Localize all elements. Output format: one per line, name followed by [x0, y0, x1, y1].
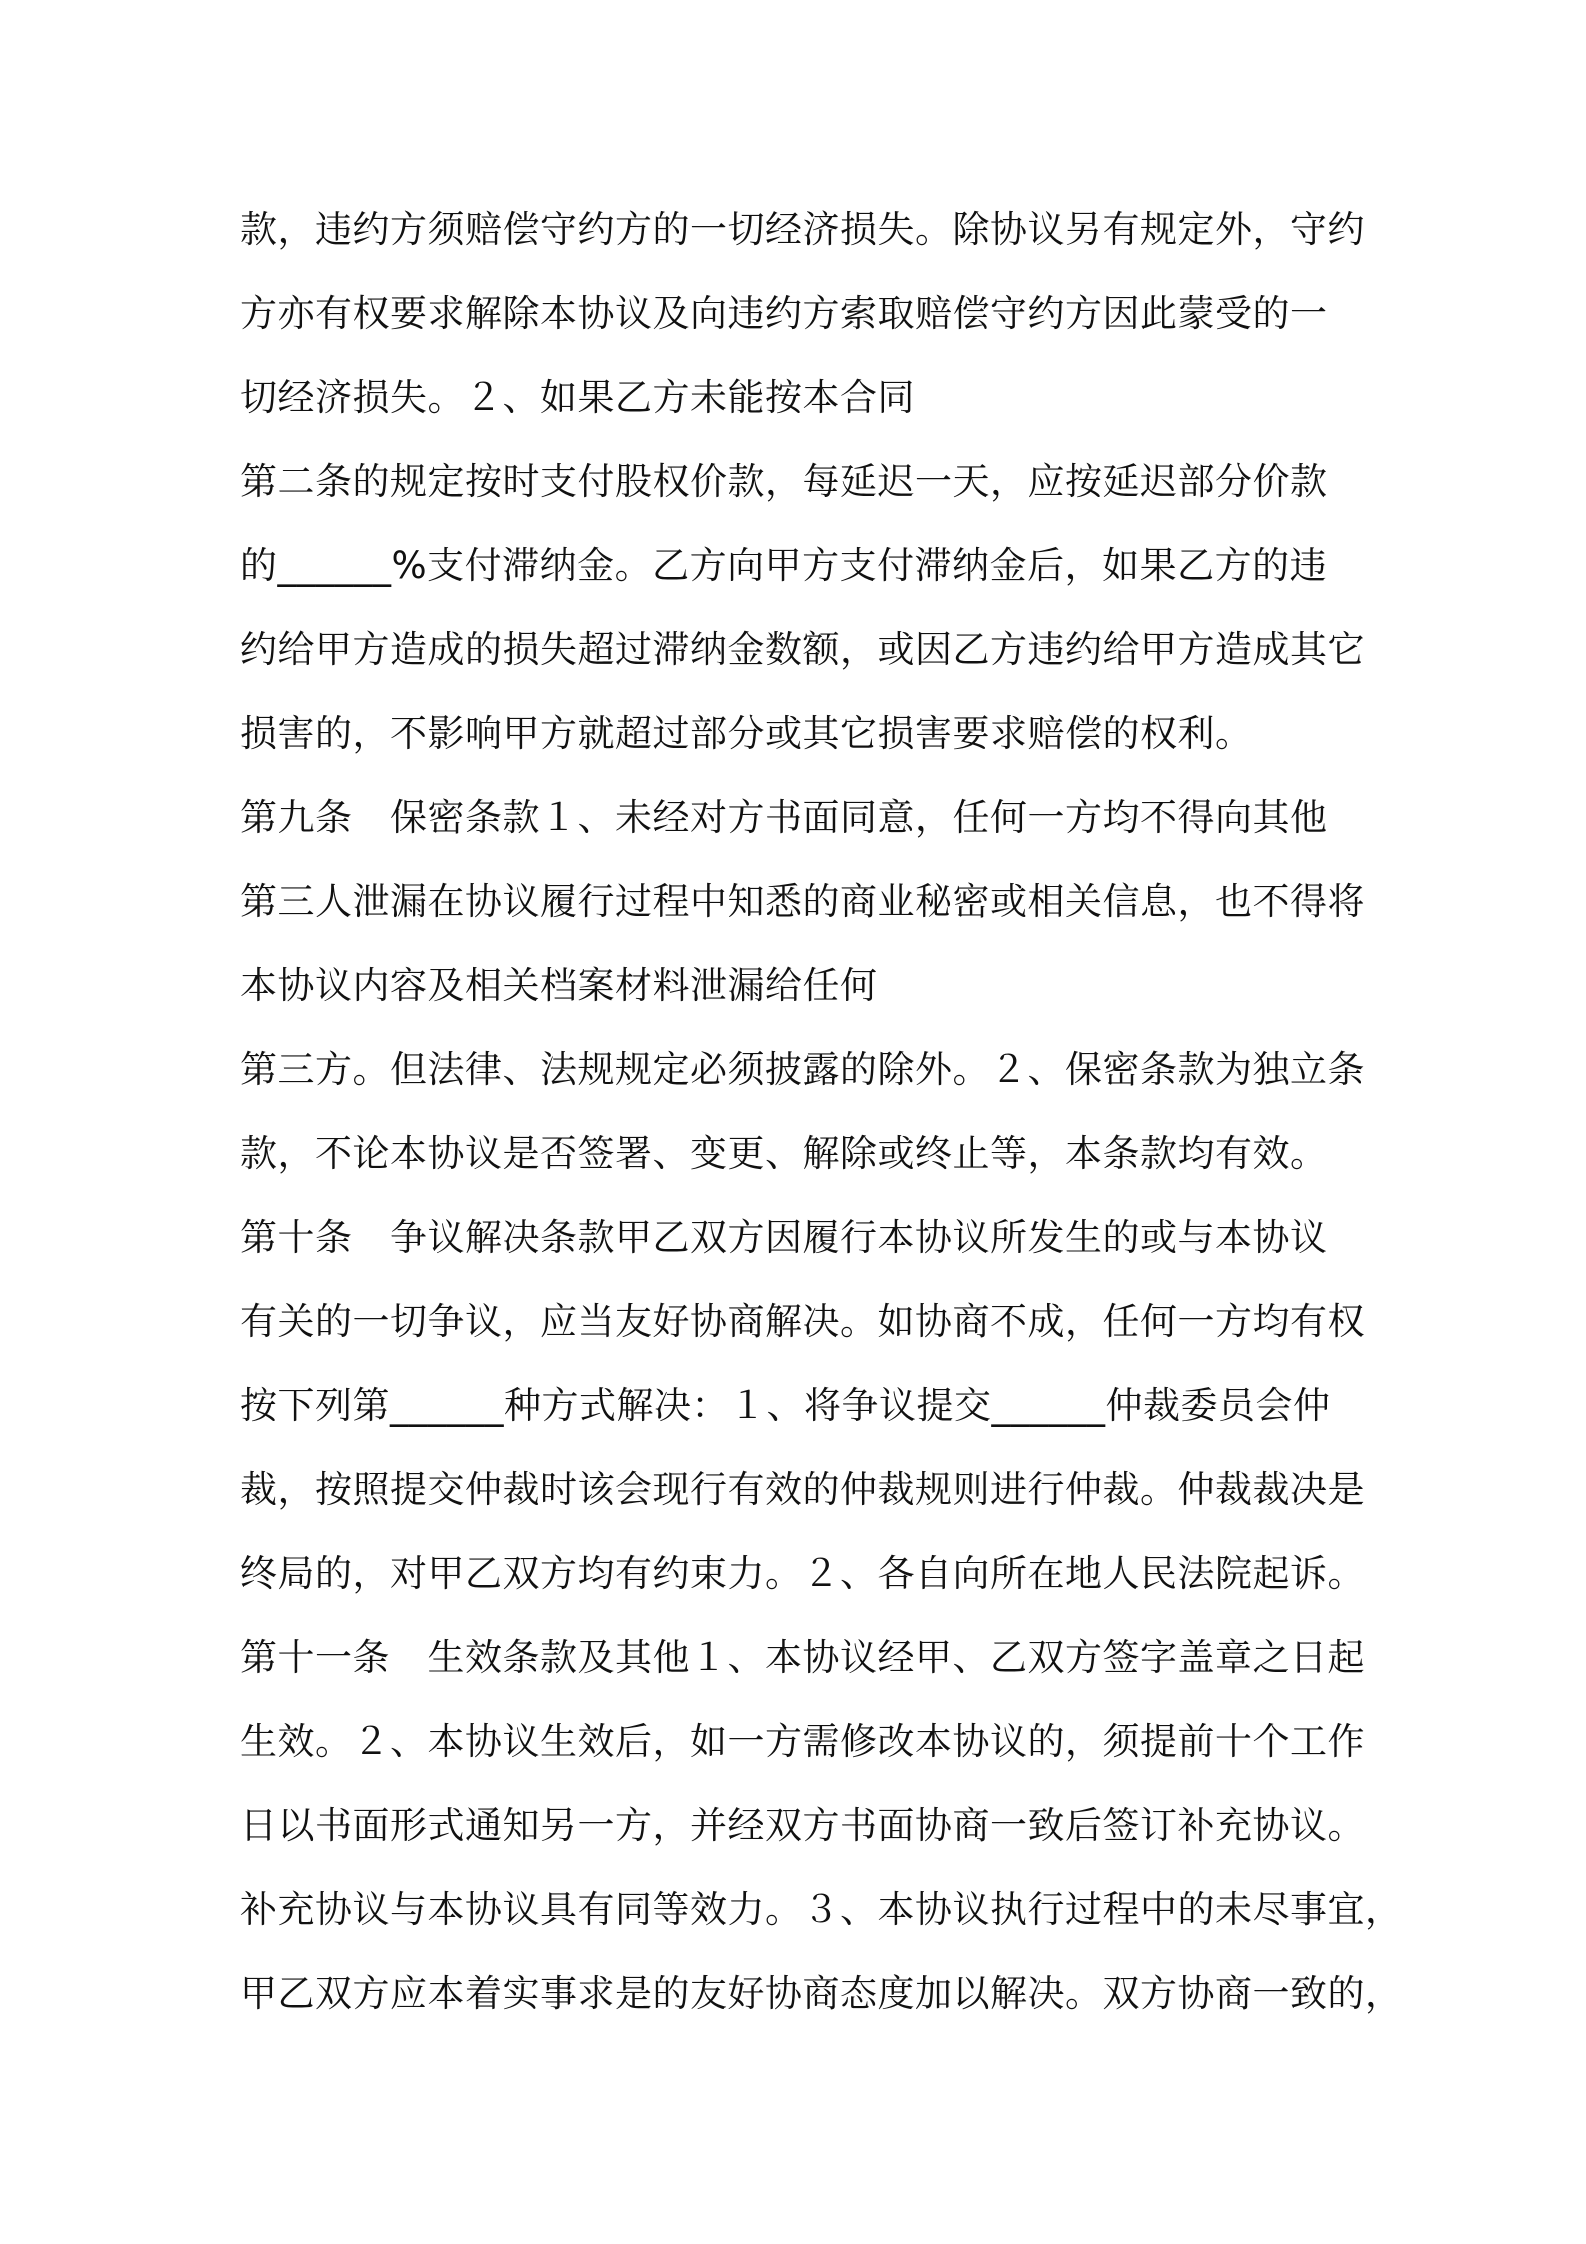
text-line: 第二条的规定按时支付股权价款，每延迟一天，应按延迟部分价款 [240, 460, 1328, 503]
text-line: 终局的，对甲乙双方均有约束力。２、各自向所在地人民法院起诉。 [240, 1552, 1365, 1595]
text-line: 生效。２、本协议生效后，如一方需修改本协议的，须提前十个工作 [240, 1720, 1365, 1763]
text-line: 甲乙双方应本着实事求是的友好协商态度加以解决。双方协商一致的， [240, 1972, 1403, 2015]
text-line: 按下列第______种方式解决：１、将争议提交______仲裁委员会仲 [240, 1384, 1331, 1427]
text-line: 有关的一切争议，应当友好协商解决。如协商不成，任何一方均有权 [240, 1300, 1365, 1343]
text-line: 第九条 保密条款１、未经对方书面同意，任何一方均不得向其他 [240, 796, 1328, 839]
text-line: 约给甲方造成的损失超过滞纳金数额，或因乙方违约给甲方造成其它 [240, 628, 1365, 671]
text-line: 日以书面形式通知另一方，并经双方书面协商一致后签订补充协议。 [240, 1804, 1365, 1847]
text-line: 补充协议与本协议具有同等效力。３、本协议执行过程中的未尽事宜， [240, 1888, 1403, 1931]
text-line: 方亦有权要求解除本协议及向违约方索取赔偿守约方因此蒙受的一 [240, 292, 1328, 335]
text-line: 第十一条 生效条款及其他１、本协议经甲、乙双方签字盖章之日起 [240, 1636, 1365, 1679]
text-line: 的______%支付滞纳金。乙方向甲方支付滞纳金后，如果乙方的违 [240, 544, 1328, 587]
text-line: 第三人泄漏在协议履行过程中知悉的商业秘密或相关信息，也不得将 [240, 880, 1365, 923]
text-line: 裁，按照提交仲裁时该会现行有效的仲裁规则进行仲裁。仲裁裁决是 [240, 1468, 1365, 1511]
text-line: 切经济损失。２、如果乙方未能按本合同 [240, 376, 915, 419]
text-line: 第三方。但法律、法规规定必须披露的除外。２、保密条款为独立条 [240, 1048, 1365, 1091]
text-line: 本协议内容及相关档案材料泄漏给任何 [240, 964, 878, 1007]
text-line: 损害的，不影响甲方就超过部分或其它损害要求赔偿的权利。 [240, 712, 1253, 755]
text-line: 第十条 争议解决条款甲乙双方因履行本协议所发生的或与本协议 [240, 1216, 1328, 1259]
text-line: 款，不论本协议是否签署、变更、解除或终止等，本条款均有效。 [240, 1132, 1328, 1175]
text-line: 款，违约方须赔偿守约方的一切经济损失。除协议另有规定外，守约 [240, 208, 1365, 251]
document-body [240, 188, 1403, 2036]
